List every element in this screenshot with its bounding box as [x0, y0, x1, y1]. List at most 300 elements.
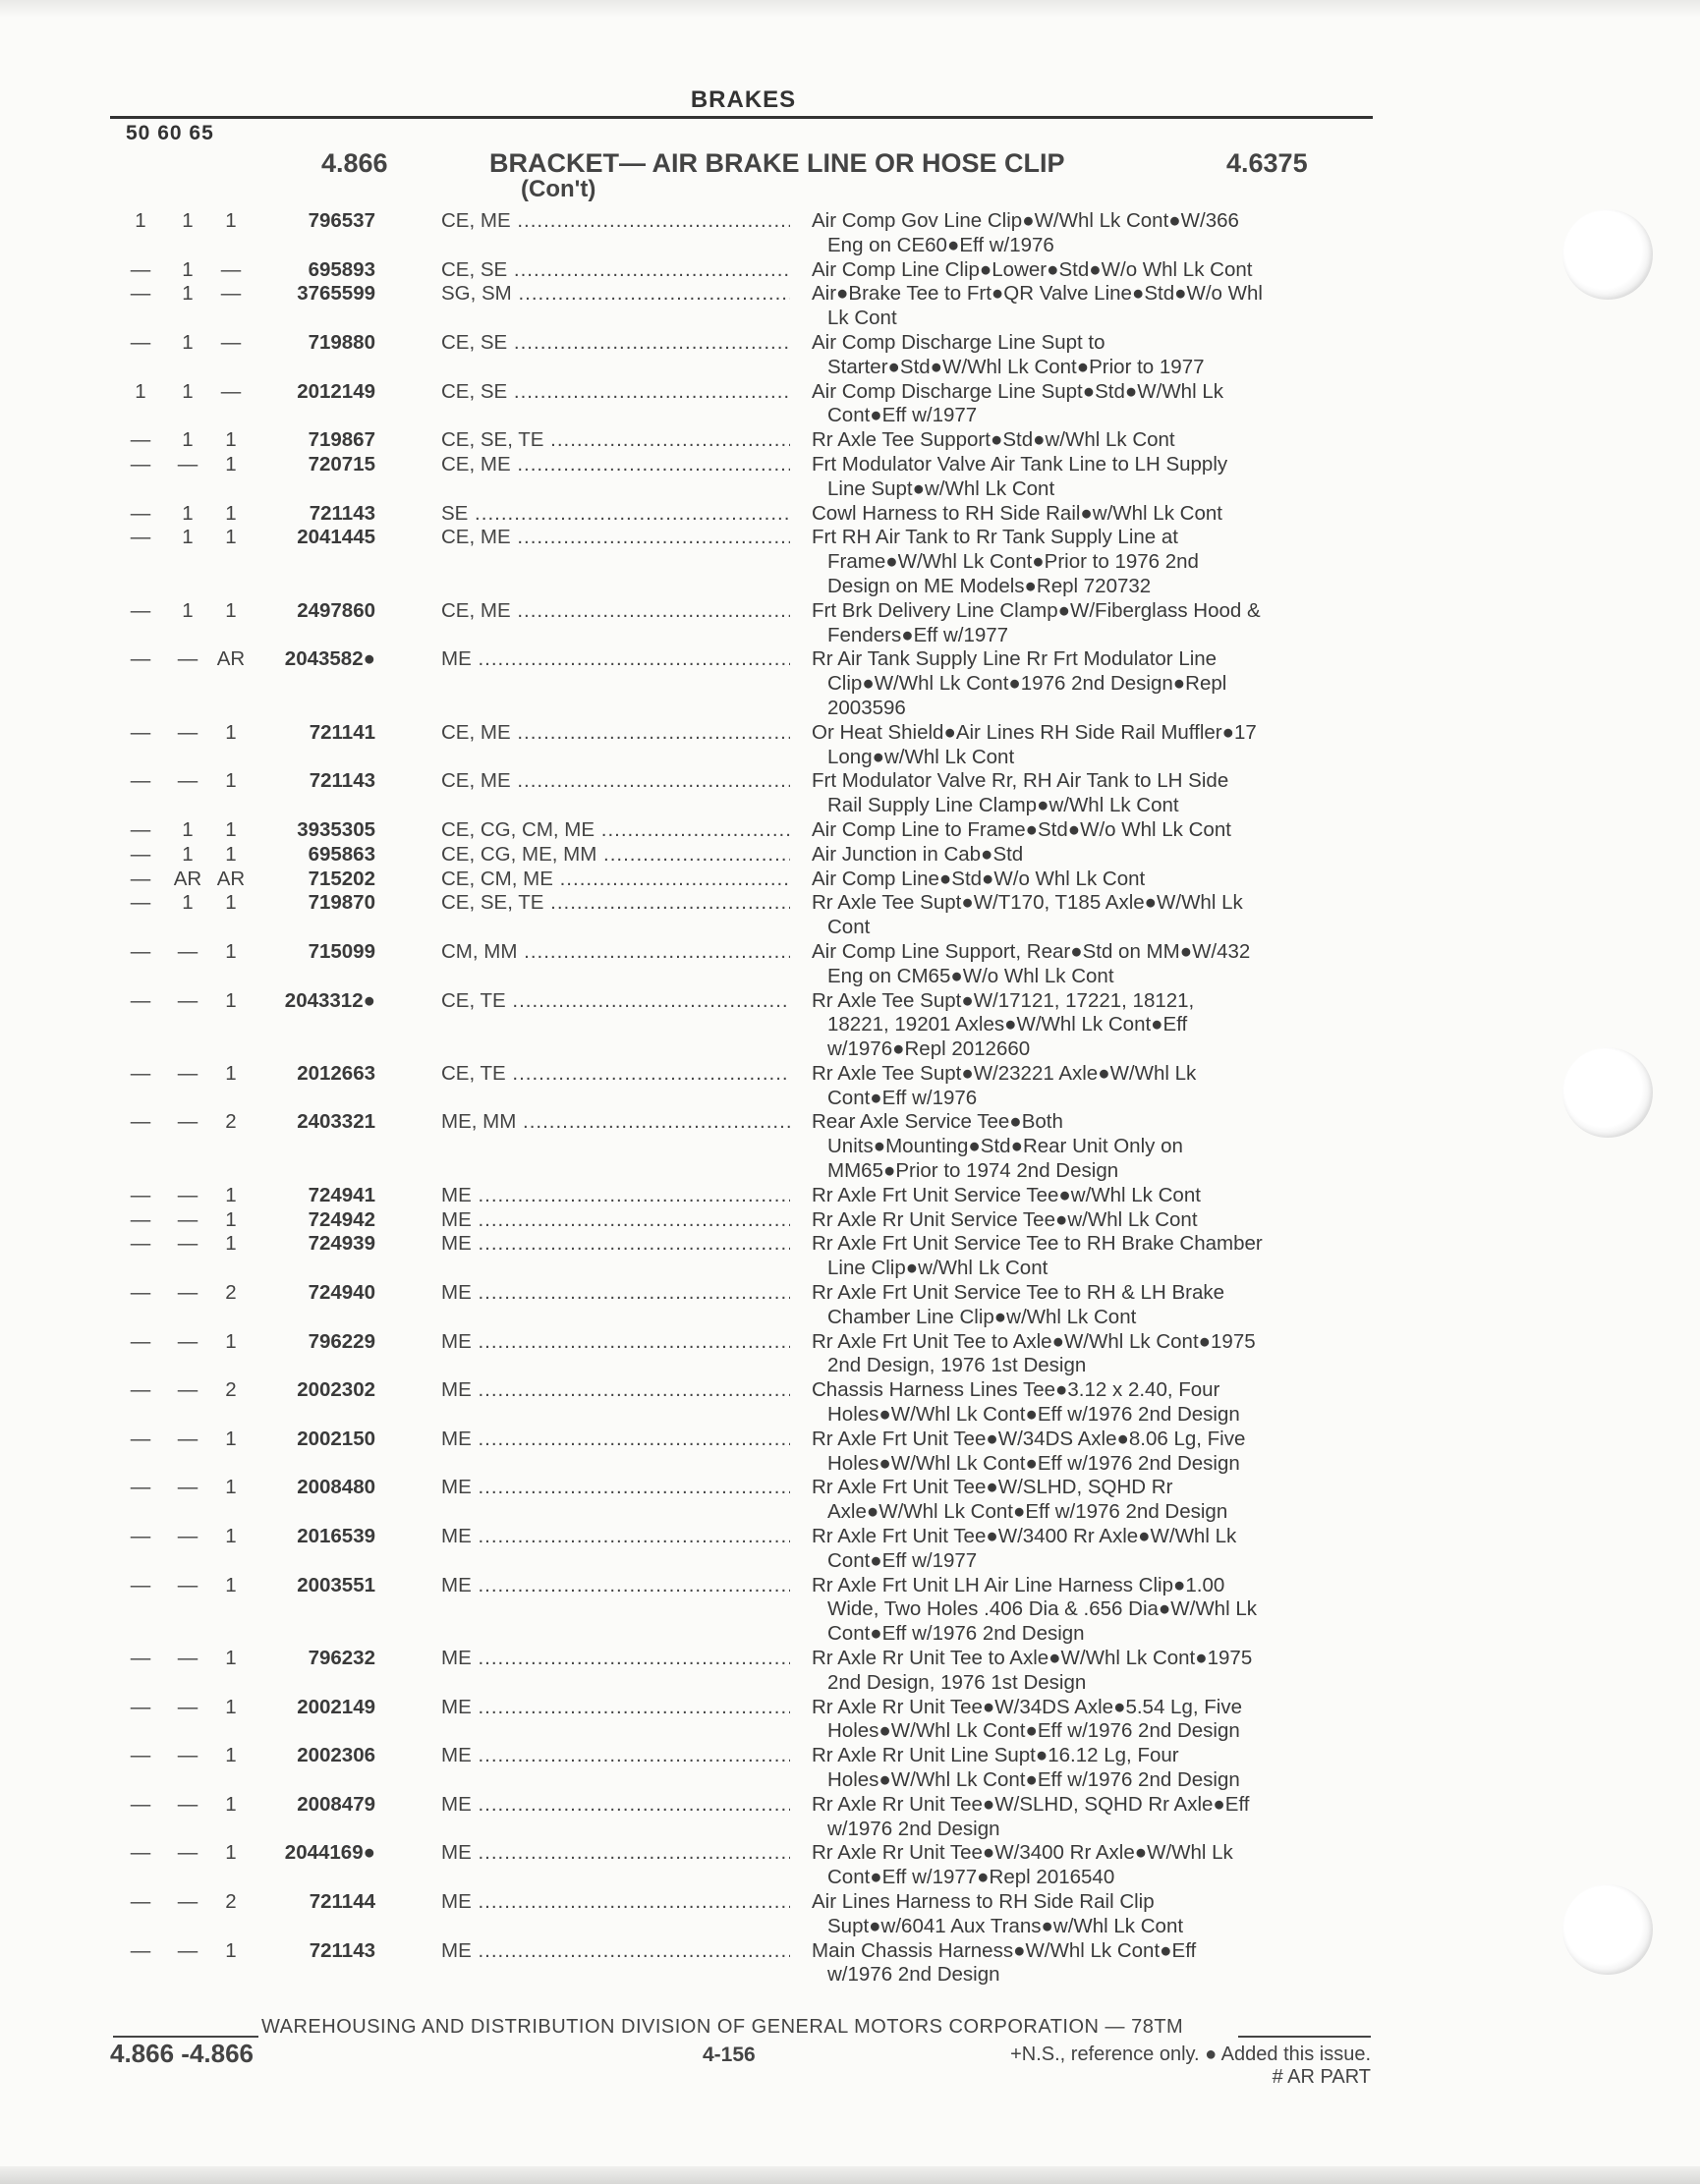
group-subtitle: (Con't): [521, 176, 596, 202]
model-codes-text: CE, TE: [441, 1061, 506, 1085]
model-codes-text: CE, SE, TE: [441, 428, 544, 452]
qty-50: —: [130, 1792, 151, 1816]
description: [812, 331, 1372, 380]
part-number: 796229: [308, 1329, 375, 1353]
description-line: Rr Axle Rr Unit Tee●W/SLHD, SQHD Rr Axle●Eff: [812, 1792, 1250, 1816]
description: [812, 1890, 1372, 1939]
model-codes: [441, 1476, 790, 1500]
model-codes: [441, 1890, 790, 1915]
description: [812, 1841, 1372, 1890]
qty-65: —: [220, 379, 242, 403]
qty-50: —: [130, 1647, 151, 1670]
description-line: Eng on CE60●Eff w/1976: [827, 233, 1054, 256]
description: [812, 1428, 1372, 1477]
model-codes: [441, 453, 790, 477]
description: [812, 258, 1372, 283]
description: [812, 1110, 1372, 1183]
part-number: 2497860: [297, 598, 375, 622]
qty-50: —: [130, 647, 151, 671]
qty-60: —: [177, 452, 198, 476]
qty-65: 1: [225, 891, 237, 915]
description: [812, 502, 1372, 527]
model-codes: [441, 843, 790, 868]
description-line: Air Comp Line Clip●Lower●Std●W/o Whl Lk Cont: [812, 257, 1253, 281]
qty-65: 2: [225, 1889, 237, 1913]
model-codes: [441, 1428, 790, 1452]
description-line: Frame●W/Whl Lk Cont●Prior to 1976 2nd: [827, 550, 1199, 574]
description-line: Frt RH Air Tank to Rr Tank Supply Line at: [812, 526, 1178, 549]
model-codes: [441, 1793, 790, 1818]
table-row: [0, 989, 1700, 1062]
description: [812, 721, 1372, 770]
description-line: Holes●W/Whl Lk Cont●Eff w/1976 2nd Design: [827, 1768, 1240, 1791]
model-codes: [441, 1062, 790, 1087]
description-line: Holes●W/Whl Lk Cont●Eff w/1976 2nd Design: [827, 1451, 1240, 1475]
model-codes: [441, 891, 790, 916]
table-row: [0, 1696, 1700, 1745]
qty-60: —: [177, 720, 198, 744]
model-codes: [441, 502, 790, 527]
qty-60: 1: [182, 817, 194, 841]
model-codes-text: ME: [441, 1889, 472, 1913]
qty-60: —: [177, 1183, 198, 1206]
table-row: [0, 769, 1700, 818]
table-row: [0, 1428, 1700, 1477]
description-line: Supt●w/6041 Aux Trans●w/Whl Lk Cont: [827, 1914, 1184, 1937]
description-line: Rr Axle Frt Unit Tee●W/SLHD, SQHD Rr: [812, 1476, 1173, 1499]
qty-60: —: [177, 1061, 198, 1085]
qty-50: —: [130, 720, 151, 744]
group-title: BRACKET— AIR BRAKE LINE OR HOSE CLIP: [489, 148, 1065, 178]
model-codes-text: CE, TE: [441, 988, 506, 1012]
description: [812, 1476, 1372, 1525]
header-rule: [110, 116, 1373, 119]
qty-65: 1: [225, 1792, 237, 1816]
description-line: Clip●W/Whl Lk Cont●1976 2nd Design●Repl: [827, 672, 1227, 696]
qty-50: —: [130, 1378, 151, 1402]
description-line: Holes●W/Whl Lk Cont●Eff w/1976 2nd Design: [827, 1719, 1240, 1743]
qty-65: 1: [225, 209, 237, 232]
part-number: 2002306: [297, 1744, 375, 1767]
table-row: [0, 1281, 1700, 1330]
qty-60: AR: [173, 867, 202, 890]
group-reference: 4.6375: [1226, 148, 1308, 178]
qty-50: —: [130, 1889, 151, 1913]
qty-50: —: [130, 1841, 151, 1865]
part-number: 2002149: [297, 1695, 375, 1718]
description-line: w/1976 2nd Design: [827, 1817, 1000, 1840]
model-codes-text: ME: [441, 1647, 472, 1670]
qty-60: —: [177, 1792, 198, 1816]
description: [812, 1281, 1372, 1330]
description: [812, 209, 1372, 258]
model-codes-text: ME: [441, 1476, 472, 1499]
table-row: [0, 1184, 1700, 1208]
qty-60: —: [177, 1378, 198, 1402]
description: [812, 1647, 1372, 1696]
table-row: [0, 1208, 1700, 1233]
table-row: [0, 502, 1700, 527]
model-codes: [441, 1208, 790, 1233]
description-line: Air●Brake Tee to Frt●QR Valve Line●Std●W/o Whl: [812, 282, 1263, 306]
description-line: Rr Axle Rr Unit Tee●W/34DS Axle●5.54 Lg, Five: [812, 1695, 1242, 1718]
model-codes: [441, 1525, 790, 1549]
binder-hole-bottom: [1562, 1884, 1653, 1975]
description: [812, 428, 1372, 453]
qty-60: 1: [182, 598, 194, 622]
description: [812, 769, 1372, 818]
description: [812, 1793, 1372, 1842]
model-codes-text: ME: [441, 1207, 472, 1231]
qty-60: —: [177, 1207, 198, 1231]
part-number: 2044169●: [284, 1841, 375, 1865]
qty-60: —: [177, 769, 198, 793]
table-row: [0, 868, 1700, 892]
model-codes-text: ME: [441, 1792, 472, 1816]
footer-legend: +N.S., reference only. ● Added this issue.: [1010, 2044, 1371, 2065]
table-row: [0, 940, 1700, 989]
qty-65: 1: [225, 1647, 237, 1670]
description-line: Rr Axle Tee Supt●W/T170, T185 Axle●W/Whl Lk: [812, 891, 1243, 915]
qty-65: 1: [225, 1695, 237, 1718]
qty-65: 1: [225, 428, 237, 452]
description: [812, 891, 1372, 940]
page-number: 4-156: [703, 2044, 756, 2066]
qty-65: 1: [225, 1744, 237, 1767]
model-codes: [441, 1841, 790, 1866]
qty-65: AR: [216, 647, 246, 671]
model-codes: [441, 769, 790, 794]
description-line: Cont●Eff w/1977●Repl 2016540: [827, 1866, 1115, 1889]
description: [812, 868, 1372, 892]
table-row: [0, 380, 1700, 429]
qty-65: 2: [225, 1281, 237, 1305]
description-line: Frt Modulator Valve Air Tank Line to LH Supply: [812, 452, 1228, 476]
part-number: 721144: [309, 1889, 375, 1913]
part-number: 2002150: [297, 1427, 375, 1450]
qty-50: —: [130, 1329, 151, 1353]
qty-50: —: [130, 1573, 151, 1596]
qty-50: —: [130, 1281, 151, 1305]
qty-65: —: [220, 282, 242, 306]
description-line: Rr Axle Frt Unit Tee●W/34DS Axle●8.06 Lg, Five: [812, 1427, 1246, 1450]
description-line: Frt Modulator Valve Rr, RH Air Tank to LH Side: [812, 769, 1229, 793]
description-line: Cont●Eff w/1976: [827, 1086, 978, 1109]
description: [812, 1378, 1372, 1428]
qty-50: —: [130, 330, 151, 354]
description: [812, 599, 1372, 648]
part-number: 796537: [308, 209, 375, 232]
description-line: Rr Axle Frt Unit Service Tee to RH Brake Chamber: [812, 1232, 1263, 1256]
qty-50: —: [130, 1427, 151, 1450]
qty-60: —: [177, 1427, 198, 1450]
description: [812, 1062, 1372, 1111]
qty-50: —: [130, 769, 151, 793]
model-codes-text: CM, MM: [441, 939, 518, 963]
description: [812, 1208, 1372, 1233]
qty-65: 1: [225, 817, 237, 841]
qty-65: 1: [225, 1183, 237, 1206]
description-line: Wide, Two Holes .406 Dia & .656 Dia●W/Whl Lk: [827, 1597, 1257, 1621]
qty-60: —: [177, 1573, 198, 1596]
part-number: 2008479: [297, 1792, 375, 1816]
part-number: 2403321: [297, 1110, 375, 1134]
description: [812, 843, 1372, 868]
qty-60: —: [177, 647, 198, 671]
model-codes-text: CE, ME: [441, 526, 511, 549]
description: [812, 282, 1372, 331]
model-codes-text: CE, SE: [441, 379, 508, 403]
table-row: [0, 1062, 1700, 1111]
description-line: Rr Axle Frt Unit Service Tee to RH & LH Brake: [812, 1281, 1225, 1305]
description-line: w/1976●Repl 2012660: [827, 1037, 1031, 1061]
qty-50: —: [130, 842, 151, 866]
qty-60: 1: [182, 428, 194, 452]
qty-50: —: [130, 1183, 151, 1206]
qty-65: 1: [225, 1207, 237, 1231]
qty-65: 1: [225, 452, 237, 476]
section-title: BRAKES: [690, 86, 797, 113]
model-codes: [441, 868, 790, 892]
description: [812, 1696, 1372, 1745]
description: [812, 989, 1372, 1062]
description-line: Line Clip●w/Whl Lk Cont: [827, 1257, 1048, 1280]
part-number: 2043582●: [284, 647, 375, 671]
part-number: 2041445: [297, 526, 375, 549]
footer-group-range: 4.866 -4.866: [110, 2039, 255, 2068]
description-line: 2nd Design, 1976 1st Design: [827, 1670, 1087, 1694]
description-line: Chamber Line Clip●w/Whl Lk Cont: [827, 1305, 1137, 1328]
qty-60: 1: [182, 209, 194, 232]
qty-60: 1: [182, 842, 194, 866]
description-line: Air Comp Line Support, Rear●Std on MM●W/432: [812, 939, 1251, 963]
qty-65: 1: [225, 1525, 237, 1548]
model-codes-text: CE, SE: [441, 257, 508, 281]
description-line: Air Junction in Cab●Std: [812, 842, 1024, 866]
model-codes-text: CE, CM, ME: [441, 867, 553, 890]
description-line: Cont: [827, 916, 871, 939]
model-codes-text: CE, ME: [441, 598, 511, 622]
qty-60: 1: [182, 257, 194, 281]
qty-60: 1: [182, 891, 194, 915]
model-codes-text: ME: [441, 1329, 472, 1353]
qty-65: 2: [225, 1110, 237, 1134]
description: [812, 818, 1372, 843]
description-line: Rr Axle Frt Unit Service Tee●w/Whl Lk Cont: [812, 1183, 1201, 1206]
description-line: Air Comp Line to Frame●Std●W/o Whl Lk Cont: [812, 817, 1231, 841]
table-row: [0, 1232, 1700, 1281]
model-codes: [441, 331, 790, 356]
part-number: 2043312●: [284, 988, 375, 1012]
description-line: Frt Brk Delivery Line Clamp●W/Fiberglass Hood &: [812, 598, 1261, 622]
qty-65: 1: [225, 1476, 237, 1499]
qty-65: AR: [216, 867, 246, 890]
part-number: 724942: [308, 1207, 375, 1231]
model-codes: [441, 1232, 790, 1257]
qty-50: —: [130, 1207, 151, 1231]
part-number: 721143: [309, 501, 375, 525]
model-codes: [441, 1330, 790, 1355]
description-line: 2nd Design, 1976 1st Design: [827, 1354, 1087, 1377]
qty-50: —: [130, 526, 151, 549]
description-line: Rr Axle Rr Unit Line Supt●16.12 Lg, Four: [812, 1744, 1179, 1767]
part-number: 719867: [308, 428, 375, 452]
qty-65: 1: [225, 598, 237, 622]
model-codes-text: CE, ME: [441, 452, 511, 476]
part-number: 715202: [308, 867, 375, 890]
table-row: [0, 1841, 1700, 1890]
model-codes-text: CE, SE: [441, 330, 508, 354]
group-number: 4.866: [321, 148, 388, 178]
part-number: 724939: [308, 1232, 375, 1256]
table-row: [0, 209, 1700, 258]
table-row: [0, 1744, 1700, 1793]
part-number: 796232: [308, 1647, 375, 1670]
qty-50: —: [130, 867, 151, 890]
qty-60: —: [177, 1647, 198, 1670]
part-number: 695893: [308, 257, 375, 281]
table-row: [0, 1525, 1700, 1574]
description-line: Air Comp Discharge Line Supt to: [812, 330, 1105, 354]
qty-65: 1: [225, 1232, 237, 1256]
model-codes-text: SG, SM: [441, 282, 512, 306]
qty-65: 1: [225, 769, 237, 793]
qty-65: 1: [225, 939, 237, 963]
description-line: 18221, 19201 Axles●W/Whl Lk Cont●Eff: [827, 1013, 1188, 1036]
model-codes: [441, 380, 790, 405]
qty-65: 1: [225, 1938, 237, 1962]
qty-50: —: [130, 598, 151, 622]
part-number: 721141: [309, 720, 375, 744]
qty-50: —: [130, 1110, 151, 1134]
qty-60: —: [177, 939, 198, 963]
qty-60: —: [177, 1938, 198, 1962]
model-codes-text: ME: [441, 1281, 472, 1305]
description-line: Air Comp Line●Std●W/o Whl Lk Cont: [812, 867, 1146, 890]
table-row: [0, 818, 1700, 843]
description-line: Air Comp Gov Line Clip●W/Whl Lk Cont●W/366: [812, 209, 1239, 232]
qty-60: —: [177, 1110, 198, 1134]
part-number: 695863: [308, 842, 375, 866]
model-codes: [441, 526, 790, 550]
description-line: Lk Cont: [827, 307, 897, 330]
description: [812, 1744, 1372, 1793]
table-row: [0, 647, 1700, 720]
model-codes: [441, 258, 790, 283]
table-row: [0, 843, 1700, 868]
model-codes-text: ME: [441, 1841, 472, 1865]
footer-rule-right: [1238, 2036, 1371, 2038]
model-codes-text: CE, ME: [441, 209, 511, 232]
model-codes: [441, 1647, 790, 1671]
qty-50: —: [130, 1061, 151, 1085]
qty-65: —: [220, 330, 242, 354]
table-row: [0, 599, 1700, 648]
table-row: [0, 428, 1700, 453]
qty-65: 1: [225, 720, 237, 744]
qty-50: —: [130, 1232, 151, 1256]
description-line: MM65●Prior to 1974 2nd Design: [827, 1159, 1119, 1183]
qty-50: —: [130, 817, 151, 841]
part-number: 3765599: [297, 282, 375, 306]
table-row: [0, 1574, 1700, 1647]
parts-list: [0, 209, 1700, 1988]
part-number: 715099: [308, 939, 375, 963]
model-codes-text: ME: [441, 1695, 472, 1718]
description-line: Axle●W/Whl Lk Cont●Eff w/1976 2nd Design: [827, 1500, 1228, 1524]
qty-50: —: [130, 891, 151, 915]
qty-60: —: [177, 988, 198, 1012]
table-row: [0, 526, 1700, 598]
model-codes: [441, 209, 790, 234]
description-line: Rr Axle Frt Unit Tee to Axle●W/Whl Lk Cont●1975: [812, 1329, 1256, 1353]
qty-65: 1: [225, 1329, 237, 1353]
qty-60: 1: [182, 330, 194, 354]
table-row: [0, 453, 1700, 502]
model-codes-text: ME: [441, 647, 472, 671]
description-line: Units●Mounting●Std●Rear Unit Only on: [827, 1135, 1183, 1158]
model-codes: [441, 428, 790, 453]
model-year-columns: 50 60 65: [126, 122, 214, 144]
qty-65: 1: [225, 1427, 237, 1450]
description-line: Cowl Harness to RH Side Rail●w/Whl Lk Cont: [812, 501, 1222, 525]
model-codes-text: SE: [441, 501, 469, 525]
model-codes-text: ME: [441, 1573, 472, 1596]
description-line: Rr Axle Rr Unit Tee to Axle●W/Whl Lk Cont●1975: [812, 1647, 1253, 1670]
binder-hole-top: [1562, 209, 1653, 300]
qty-60: 1: [182, 526, 194, 549]
page-bottom-edge: [0, 2166, 1700, 2184]
qty-65: 1: [225, 501, 237, 525]
description: [812, 526, 1372, 598]
model-codes-text: CE, ME: [441, 720, 511, 744]
description-line: Line Supt●w/Whl Lk Cont: [827, 476, 1055, 500]
description-line: Rr Air Tank Supply Line Rr Frt Modulator Line: [812, 647, 1218, 671]
part-number: 2016539: [297, 1525, 375, 1548]
qty-50: —: [130, 452, 151, 476]
description-line: Rr Axle Frt Unit LH Air Line Harness Clip●1.00: [812, 1573, 1225, 1596]
model-codes: [441, 1281, 790, 1306]
description-line: Long●w/Whl Lk Cont: [827, 745, 1015, 768]
table-row: [0, 282, 1700, 331]
qty-50: 1: [135, 209, 146, 232]
model-codes: [441, 1378, 790, 1403]
part-number: 721143: [309, 1938, 375, 1962]
qty-50: —: [130, 1938, 151, 1962]
model-codes-text: CE, CG, ME, MM: [441, 842, 597, 866]
description-line: Holes●W/Whl Lk Cont●Eff w/1976 2nd Design: [827, 1403, 1240, 1427]
description-line: Rr Axle Rr Unit Service Tee●w/Whl Lk Cont: [812, 1207, 1198, 1231]
qty-65: 1: [225, 842, 237, 866]
description-line: Cont●Eff w/1977: [827, 1548, 978, 1572]
part-number: 2008480: [297, 1476, 375, 1499]
description-line: Rr Axle Rr Unit Tee●W/3400 Rr Axle●W/Whl Lk: [812, 1841, 1233, 1865]
part-number: 719880: [308, 330, 375, 354]
model-codes-text: ME: [441, 1525, 472, 1548]
description: [812, 1939, 1372, 1988]
description: [812, 1232, 1372, 1281]
model-codes: [441, 647, 790, 672]
description-line: Cont●Eff w/1976 2nd Design: [827, 1622, 1085, 1646]
model-codes: [441, 1110, 790, 1135]
qty-50: —: [130, 1744, 151, 1767]
part-number: 724941: [308, 1183, 375, 1206]
description-line: Main Chassis Harness●W/Whl Lk Cont●Eff: [812, 1938, 1197, 1962]
description-line: Rail Supply Line Clamp●w/Whl Lk Cont: [827, 794, 1179, 817]
model-codes-text: ME, MM: [441, 1110, 517, 1134]
table-row: [0, 721, 1700, 770]
qty-50: —: [130, 282, 151, 306]
